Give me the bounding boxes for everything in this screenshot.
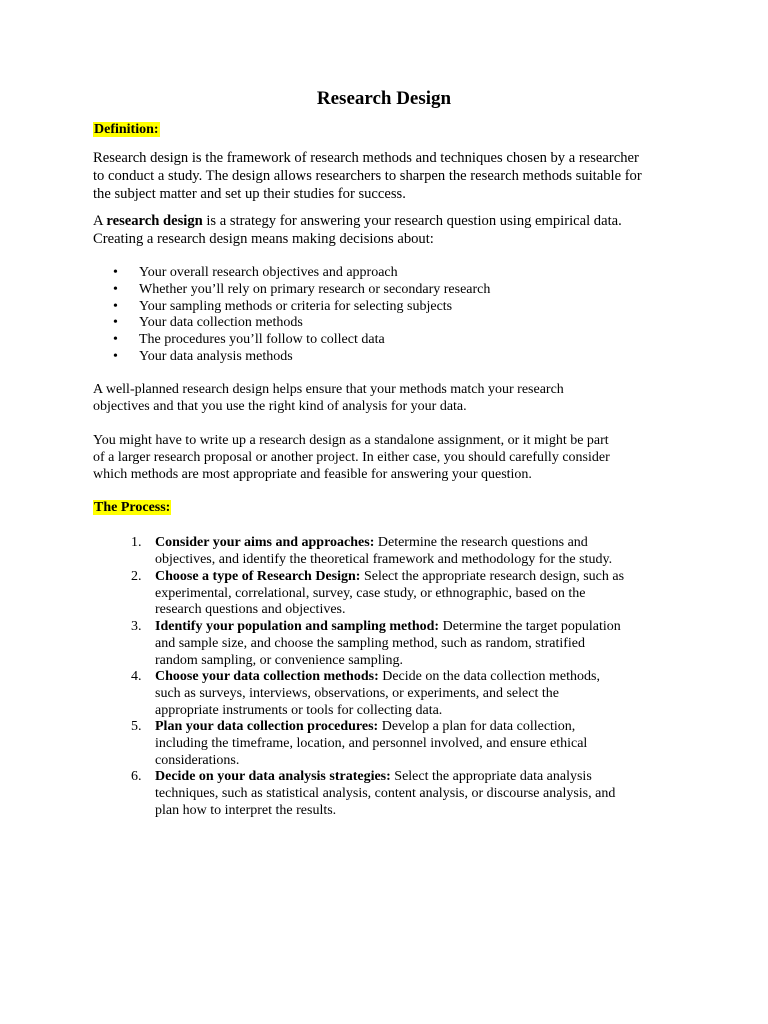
- definition-line-3: the subject matter and set up their studies for success.: [93, 186, 406, 202]
- step-text: Select the appropriate research design, such as: [360, 569, 625, 584]
- bullet-text: Your sampling methods or criteria for selecting subjects: [139, 299, 453, 314]
- step-title: Choose your data collection methods:: [155, 669, 379, 684]
- step-text: Develop a plan for data collection,: [378, 719, 576, 734]
- definition-line-1: Research design is the framework of research methods and techniques chosen by a researcher: [93, 150, 639, 166]
- step-line: including the timeframe, location, and personnel involved, and ensure ethical: [155, 736, 588, 751]
- step-line: [155, 568, 624, 585]
- step-line: appropriate instruments or tools for collecting data.: [155, 703, 443, 718]
- step-text: Determine the target population: [439, 619, 621, 634]
- step-line: experimental, correlational, survey, case study, or ethnographic, based on the: [155, 586, 586, 601]
- standalone-line-2: of a larger research proposal or another project. In either case, you should carefully consider: [93, 450, 610, 465]
- step-number: 1.: [131, 535, 142, 550]
- standalone-line-3: which methods are most appropriate and feasible for answering your question.: [93, 467, 532, 482]
- step-line: plan how to interpret the results.: [155, 803, 337, 818]
- bullet-text: Whether you’ll rely on primary research or secondary research: [139, 282, 491, 297]
- well-planned-line-2: objectives and that you use the right kind of analysis for your data.: [93, 399, 467, 414]
- step-title: Choose a type of Research Design:: [155, 569, 361, 584]
- step-number: 2.: [131, 569, 142, 584]
- step-number: 4.: [131, 669, 142, 684]
- bullet-icon: •: [113, 332, 118, 347]
- step-number: 6.: [131, 769, 142, 784]
- bullet-icon: •: [113, 315, 118, 330]
- step-title: Consider your aims and approaches:: [155, 535, 375, 550]
- step-line: objectives, and identify the theoretical framework and methodology for the study.: [155, 552, 613, 567]
- step-line: [155, 618, 621, 635]
- bullet-icon: •: [113, 282, 118, 297]
- step-title: Plan your data collection procedures:: [155, 719, 379, 734]
- bullet-icon: •: [113, 299, 118, 314]
- bullet-icon: •: [113, 349, 118, 364]
- step-text: Select the appropriate data analysis: [390, 769, 592, 784]
- bullet-text: The procedures you’ll follow to collect data: [139, 332, 385, 347]
- document-title: Research Design: [316, 88, 452, 109]
- step-title: Identify your population and sampling method:: [155, 619, 440, 634]
- step-line: such as surveys, interviews, observations, or experiments, and select the: [155, 686, 559, 701]
- intro-bold-term: research design: [106, 213, 203, 229]
- step-text: Determine the research questions and: [374, 535, 588, 550]
- step-title: Decide on your data analysis strategies:: [155, 769, 391, 784]
- process-heading-text: The Process:: [94, 500, 171, 515]
- step-line: random sampling, or convenience sampling.: [155, 653, 404, 668]
- step-line: techniques, such as statistical analysis, content analysis, or discourse analysis, and: [155, 786, 616, 801]
- intro-line-1: [93, 212, 622, 230]
- definition-heading: [93, 122, 160, 138]
- step-number: 3.: [131, 619, 142, 634]
- well-planned-line-1: A well-planned research design helps ensure that your methods match your research: [93, 382, 564, 397]
- bullet-text: Your data analysis methods: [139, 349, 293, 364]
- step-line: [155, 718, 575, 735]
- bullet-text: Your overall research objectives and approach: [139, 265, 398, 280]
- intro-suffix: is a strategy for answering your research question using empirical data.: [202, 213, 622, 229]
- step-line: [155, 768, 592, 785]
- step-line: considerations.: [155, 753, 240, 768]
- step-line: and sample size, and choose the sampling method, such as random, stratified: [155, 636, 586, 651]
- intro-line-2: Creating a research design means making decisions about:: [93, 231, 434, 247]
- step-line: [155, 534, 588, 551]
- standalone-line-1: You might have to write up a research design as a standalone assignment, or it might be part: [93, 433, 609, 448]
- step-number: 5.: [131, 719, 142, 734]
- intro-prefix: A: [93, 213, 107, 229]
- definition-line-2: to conduct a study. The design allows researchers to sharpen the research methods suitable for: [93, 168, 642, 184]
- step-line: research questions and objectives.: [155, 602, 346, 617]
- step-line: [155, 668, 600, 685]
- bullet-text: Your data collection methods: [139, 315, 303, 330]
- bullet-icon: •: [113, 265, 118, 280]
- step-text: Decide on the data collection methods,: [378, 669, 600, 684]
- process-heading: [93, 500, 171, 516]
- definition-heading-text: Definition:: [94, 122, 159, 137]
